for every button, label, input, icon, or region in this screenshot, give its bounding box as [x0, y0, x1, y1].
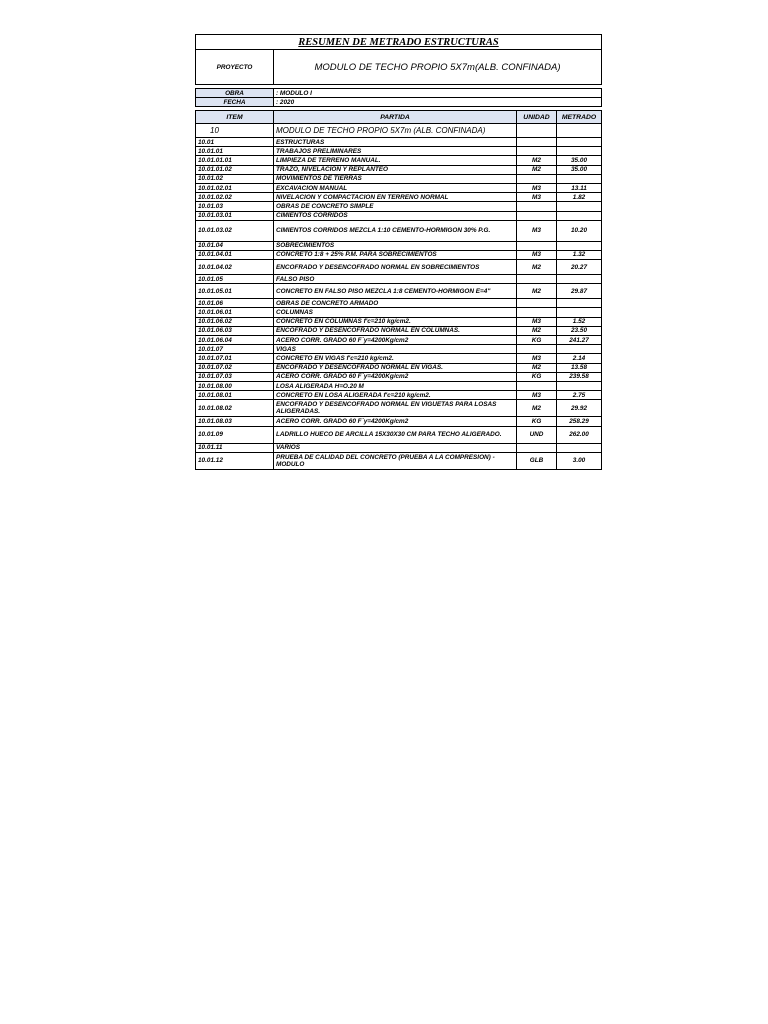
cell-metrado: 3.00 — [557, 452, 602, 469]
table-row — [196, 354, 602, 363]
cell-unidad — [517, 345, 557, 354]
cell-metrado: 2.14 — [557, 354, 602, 363]
cell-metrado: 10.20 — [557, 220, 602, 241]
cell-partida: OBRAS DE CONCRETO SIMPLE — [274, 202, 517, 211]
cell-metrado — [557, 345, 602, 354]
metrado-sheet — [195, 34, 601, 470]
cell-unidad: KG — [517, 336, 557, 345]
cell-unidad: M2 — [517, 400, 557, 417]
cell-unidad: M3 — [517, 220, 557, 241]
table-row — [196, 372, 602, 381]
cell-partida: EXCAVACION MANUAL — [274, 183, 517, 192]
cell-partida: CIMIENTOS CORRIDOS — [274, 211, 517, 220]
cell-item: 10 — [196, 124, 274, 138]
table-row — [196, 202, 602, 211]
table-row — [196, 336, 602, 345]
cell-partida: PRUEBA DE CALIDAD DEL CONCRETO (PRUEBA A LA COMPRESION) - MODULO — [274, 452, 517, 469]
cell-unidad: M2 — [517, 284, 557, 299]
cell-unidad — [517, 202, 557, 211]
cell-item: 10.01.05 — [196, 275, 274, 284]
cell-unidad: M2 — [517, 165, 557, 174]
sheet-title: RESUMEN DE METRADO ESTRUCTURAS — [196, 35, 602, 50]
cell-unidad: M3 — [517, 317, 557, 326]
table-row — [196, 317, 602, 326]
cell-unidad: M2 — [517, 363, 557, 372]
cell-partida: LADRILLO HUECO DE ARCILLA 15X30X30 CM PARA TECHO ALIGERADO. — [274, 426, 517, 443]
cell-partida: CONCRETO EN VIGAS f'c=210 kg/cm2. — [274, 354, 517, 363]
meta-table — [195, 88, 602, 107]
cell-unidad: M3 — [517, 183, 557, 192]
cell-partida: COLUMNAS — [274, 308, 517, 317]
cell-item: 10.01.04 — [196, 241, 274, 250]
cell-item: 10.01.06 — [196, 299, 274, 308]
cell-partida: ENCOFRADO Y DESENCOFRADO NORMAL EN COLUMNAS. — [274, 326, 517, 335]
cell-metrado — [557, 299, 602, 308]
cell-metrado — [557, 211, 602, 220]
obra-label: OBRA — [196, 89, 274, 98]
cell-partida: LIMPIEZA DE TERRENO MANUAL. — [274, 156, 517, 165]
table-row — [196, 391, 602, 400]
table-row — [196, 211, 602, 220]
cell-partida: MODULO DE TECHO PROPIO 5X7m (ALB. CONFINADA) — [274, 124, 517, 138]
header-table — [195, 34, 602, 85]
cell-item: 10.01 — [196, 138, 274, 147]
cell-unidad — [517, 275, 557, 284]
cell-partida: CONCRETO EN LOSA ALIGERADA f'c=210 kg/cm2. — [274, 391, 517, 400]
cell-metrado — [557, 138, 602, 147]
metrado-table — [195, 110, 602, 470]
cell-item: 10.01.06.02 — [196, 317, 274, 326]
cell-unidad — [517, 147, 557, 156]
table-row — [196, 260, 602, 275]
cell-metrado: 23.50 — [557, 326, 602, 335]
cell-unidad — [517, 211, 557, 220]
table-row — [196, 284, 602, 299]
table-row — [196, 299, 602, 308]
cell-unidad — [517, 138, 557, 147]
cell-partida: MOVIMIENTOS DE TIERRAS — [274, 174, 517, 183]
cell-item: 10.01.01 — [196, 147, 274, 156]
cell-unidad: M3 — [517, 193, 557, 202]
cell-metrado — [557, 275, 602, 284]
cell-unidad — [517, 174, 557, 183]
table-row — [196, 417, 602, 426]
cell-metrado: 13.11 — [557, 183, 602, 192]
cell-item: 10.01.01.02 — [196, 165, 274, 174]
cell-partida: ENCOFRADO Y DESENCOFRADO NORMAL EN VIGUETAS PARA LOSAS ALIGERADAS. — [274, 400, 517, 417]
cell-metrado — [557, 174, 602, 183]
header-metrado: METRADO — [557, 111, 602, 124]
cell-partida: VIGAS — [274, 345, 517, 354]
cell-item: 10.01.06.04 — [196, 336, 274, 345]
cell-metrado: 1.52 — [557, 317, 602, 326]
proyecto-value: MODULO DE TECHO PROPIO 5X7m(ALB. CONFINADA) — [274, 50, 602, 85]
cell-unidad — [517, 443, 557, 452]
table-row — [196, 174, 602, 183]
cell-unidad: UND — [517, 426, 557, 443]
cell-item: 10.01.12 — [196, 452, 274, 469]
cell-unidad: M2 — [517, 156, 557, 165]
cell-item: 10.01.04.02 — [196, 260, 274, 275]
obra-value: : MODULO I — [274, 89, 602, 98]
table-row — [196, 381, 602, 390]
cell-unidad: KG — [517, 417, 557, 426]
table-row — [196, 138, 602, 147]
cell-unidad — [517, 308, 557, 317]
cell-item: 10.01.07.03 — [196, 372, 274, 381]
cell-partida: FALSO PISO — [274, 275, 517, 284]
fecha-value: : 2020 — [274, 98, 602, 107]
cell-metrado: 1.82 — [557, 193, 602, 202]
cell-metrado: 239.58 — [557, 372, 602, 381]
cell-metrado: 29.87 — [557, 284, 602, 299]
cell-metrado — [557, 241, 602, 250]
cell-item: 10.01.02.02 — [196, 193, 274, 202]
cell-metrado: 13.58 — [557, 363, 602, 372]
cell-unidad: M2 — [517, 326, 557, 335]
cell-partida: ACERO CORR. GRADO 60 F´y=4200Kg/cm2 — [274, 336, 517, 345]
cell-item: 10.01.08.01 — [196, 391, 274, 400]
table-row — [196, 345, 602, 354]
header-unidad: UNIDAD — [517, 111, 557, 124]
cell-unidad: GLB — [517, 452, 557, 469]
cell-item: 10.01.01.01 — [196, 156, 274, 165]
cell-metrado — [557, 443, 602, 452]
cell-item: 10.01.07.02 — [196, 363, 274, 372]
table-row — [196, 426, 602, 443]
table-header-row — [196, 111, 602, 124]
cell-item: 10.01.03 — [196, 202, 274, 211]
proyecto-label: PROYECTO — [196, 50, 274, 85]
cell-partida: CONCRETO 1:8 + 25% P.M. PARA SOBRECIMIENTOS — [274, 250, 517, 259]
cell-item: 10.01.04.01 — [196, 250, 274, 259]
header-item: ITEM — [196, 111, 274, 124]
cell-metrado — [557, 202, 602, 211]
cell-item: 10.01.06.01 — [196, 308, 274, 317]
cell-item: 10.01.07 — [196, 345, 274, 354]
cell-partida: ACERO CORR. GRADO 60 F´y=4200Kg/cm2 — [274, 372, 517, 381]
cell-unidad: KG — [517, 372, 557, 381]
cell-partida: SOBRECIMIENTOS — [274, 241, 517, 250]
cell-item: 10.01.09 — [196, 426, 274, 443]
cell-metrado — [557, 147, 602, 156]
cell-item: 10.01.08.00 — [196, 381, 274, 390]
cell-item: 10.01.03.02 — [196, 220, 274, 241]
cell-item: 10.01.05.01 — [196, 284, 274, 299]
cell-item: 10.01.11 — [196, 443, 274, 452]
cell-partida: OBRAS DE CONCRETO ARMADO — [274, 299, 517, 308]
cell-metrado: 29.92 — [557, 400, 602, 417]
table-row — [196, 165, 602, 174]
header-partida: PARTIDA — [274, 111, 517, 124]
table-row — [196, 250, 602, 259]
cell-partida: ACERO CORR. GRADO 60 F´y=4200Kg/cm2 — [274, 417, 517, 426]
cell-partida: CONCRETO EN COLUMNAS f'c=210 kg/cm2. — [274, 317, 517, 326]
cell-item: 10.01.03.01 — [196, 211, 274, 220]
table-row — [196, 400, 602, 417]
table-row — [196, 326, 602, 335]
cell-item: 10.01.08.03 — [196, 417, 274, 426]
cell-unidad: M3 — [517, 250, 557, 259]
cell-item: 10.01.08.02 — [196, 400, 274, 417]
cell-partida: ENCOFRADO Y DESENCOFRADO NORMAL EN SOBRECIMIENTOS — [274, 260, 517, 275]
cell-metrado: 262.00 — [557, 426, 602, 443]
table-row — [196, 443, 602, 452]
cell-partida: LOSA ALIGERADA H=O.20 M — [274, 381, 517, 390]
cell-metrado: 35.00 — [557, 156, 602, 165]
table-row — [196, 156, 602, 165]
cell-unidad: M3 — [517, 391, 557, 400]
cell-partida: ESTRUCTURAS — [274, 138, 517, 147]
cell-metrado — [557, 381, 602, 390]
cell-unidad: M2 — [517, 260, 557, 275]
cell-partida: CIMIENTOS CORRIDOS MEZCLA 1:10 CEMENTO-HORMIGON 30% P.G. — [274, 220, 517, 241]
table-row — [196, 220, 602, 241]
table-row — [196, 124, 602, 138]
table-row — [196, 147, 602, 156]
cell-metrado: 258.29 — [557, 417, 602, 426]
cell-partida: NIVELACION Y COMPACTACION EN TERRENO NORMAL — [274, 193, 517, 202]
cell-partida: TRABAJOS PRELIMINARES — [274, 147, 517, 156]
cell-metrado: 20.27 — [557, 260, 602, 275]
cell-unidad — [517, 381, 557, 390]
cell-partida: TRAZO, NIVELACION Y REPLANTEO — [274, 165, 517, 174]
cell-metrado: 241.27 — [557, 336, 602, 345]
cell-unidad — [517, 241, 557, 250]
table-row — [196, 308, 602, 317]
cell-metrado — [557, 124, 602, 138]
table-row — [196, 452, 602, 469]
cell-item: 10.01.02 — [196, 174, 274, 183]
cell-item: 10.01.07.01 — [196, 354, 274, 363]
cell-metrado: 2.75 — [557, 391, 602, 400]
cell-metrado — [557, 308, 602, 317]
table-row — [196, 193, 602, 202]
cell-partida: CONCRETO EN FALSO PISO MEZCLA 1:8 CEMENTO-HORMIGON E=4" — [274, 284, 517, 299]
table-row — [196, 275, 602, 284]
cell-metrado: 35.00 — [557, 165, 602, 174]
cell-unidad — [517, 299, 557, 308]
cell-unidad: M3 — [517, 354, 557, 363]
cell-item: 10.01.06.03 — [196, 326, 274, 335]
cell-unidad — [517, 124, 557, 138]
table-row — [196, 183, 602, 192]
cell-partida: VARIOS — [274, 443, 517, 452]
table-row — [196, 363, 602, 372]
cell-metrado: 1.32 — [557, 250, 602, 259]
cell-partida: ENCOFRADO Y DESENCOFRADO NORMAL EN VIGAS. — [274, 363, 517, 372]
table-row — [196, 241, 602, 250]
cell-item: 10.01.02.01 — [196, 183, 274, 192]
fecha-label: FECHA — [196, 98, 274, 107]
